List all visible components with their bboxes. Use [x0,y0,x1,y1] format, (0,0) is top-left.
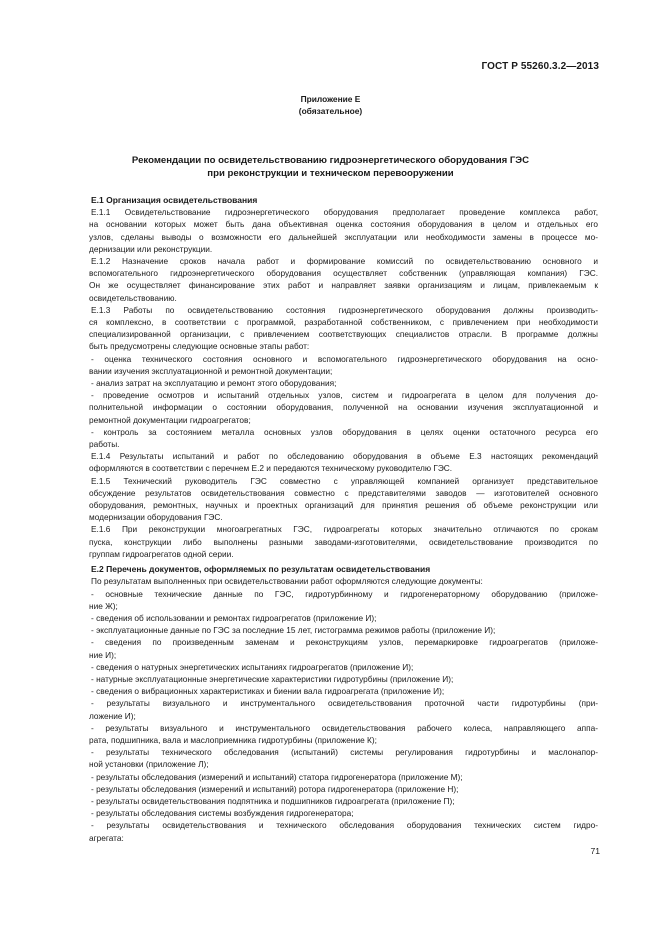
text-line: Е.1.6 При реконструкции многоагрегатных ГЭС, гидроагрегаты которых значительно отличаются по срокам [91,524,598,535]
annex-status: (обязательное) [298,106,363,116]
text-line: ной установки (приложение Л); [89,759,209,770]
standard-number: ГОСТ Р 55260.3.2—2013 [481,61,599,72]
text-line: вспомогательного гидроэнергетического оборудования осуществляет собственник (управляющая компания) ГЭС. [89,268,598,279]
text-line: вании изучения эксплуатационной и ремонтной документации; [89,365,333,376]
text-line: освидетельствованию. [89,292,177,303]
text-line: быть предусмотрены следующие основные этапы работ: [89,341,310,352]
text-line: оборудования, ремонтных, научных и проектных организаций для принятия решения об объеме реконструкции или [89,500,598,511]
document-title-line-2: при реконструкции и техническом перевооружении [207,168,454,179]
text-line: - основные технические данные по ГЭС, гидротурбинному и гидрогенераторному оборудованию (приложе- [91,588,598,599]
text-line: - сведения о вибрационных характеристиках и биении вала гидроагрегата (приложение И); [91,686,445,697]
text-line: - эксплуатационные данные по ГЭС за последние 15 лет, гистограмма режимов работы (приложение И); [91,625,496,636]
text-line: - результаты освидетельствования и технического обследования оборудования технических систем гидро- [91,820,598,831]
text-line: - результаты освидетельствования подпятника и подшипников гидроагрегата (приложение П); [91,795,455,806]
text-line: ние И); [89,649,117,660]
text-line: полнительной информации о состоянии оборудования, полученной на основании изучения эксплуатационной и [89,402,598,413]
page-number: 71 [590,846,600,856]
text-line: Он же осуществляет финансирование этих работ и направляет заявки организациям и лицам, привлекаемым к [89,280,598,291]
text-line: - оценка технического состояния основного и вспомогательного гидроэнергетического оборудования на осно- [91,353,598,364]
text-line: Е.1.1 Освидетельствование гидроэнергетического оборудования предполагает проведение комплекса работ, [91,207,598,218]
text-line: рата, подшипника, вала и маслоприемника гидротурбины (приложение К); [89,734,377,745]
section-heading-e1: Е.1 Организация освидетельствования [91,195,258,205]
text-line: Е.1.5 Технический руководитель ГЭС совместно с управляющей компанией организует представительное [91,475,598,486]
text-line: агрегата: [89,832,124,843]
text-line: - результаты обследования (измерений и испытаний) ротора гидрогенератора (приложение Н); [91,783,459,794]
text-line: - результаты визуального и инструментального освидетельствования рабочего колеса, направляющего аппа- [91,722,598,733]
document-body [89,194,598,844]
text-line: пуска, конструкции либо выполнены разными заводами-изготовителями, освидетельствование производится по [89,536,598,547]
text-line: Е.1.4 Результаты испытаний и работ по обследованию оборудования в объеме Е.3 настоящих рекомендаций [91,451,598,462]
text-line: оформляются в соответствии с перечнем Е.2 и передаются техническому руководителю ГЭС. [89,463,453,474]
text-line: ложение И); [89,710,136,721]
text-line: - результаты обследования системы возбуждения гидрогенератора; [91,808,354,819]
text-line: дернизации или реконструкции. [89,243,213,254]
document-title-line-1: Рекомендации по освидетельствованию гидроэнергетического оборудования ГЭС [131,155,530,166]
section-heading-e2: Е.2 Перечень документов, оформляемых по результатам освидетельствования [91,564,431,575]
text-line: - результаты обследования (измерений и испытаний) статора гидрогенератора (приложение М); [91,771,463,782]
annex-title: Приложение Е [300,94,361,104]
text-line: - сведения по произведенным заменам и реконструкциям узлов, перемаркировке гидроагрегатов (приложе- [91,637,598,648]
text-line: ся комплексно, в соответствии с программой, разработанной собственником, с привлечением при необходимости [89,317,598,328]
text-line: - проведение осмотров и испытаний отдельных узлов, систем и гидроагрегата в целом для получения до- [91,390,598,401]
text-line: ремонтной документации гидроагрегатов; [89,414,251,425]
text-line: узлов, сделаны выводы о возможности его дальнейшей эксплуатации или необходимости замены в процессе мо- [89,231,598,242]
text-line: - сведения о натурных энергетических испытаниях гидроагрегатов (приложение И); [91,661,414,672]
text-line: - натурные эксплуатационные энергетические характеристики гидротурбины (приложение И); [91,673,454,684]
text-line: - анализ затрат на эксплуатацию и ремонт этого оборудования; [91,378,337,389]
text-line: По результатам выполненных при освидетельствовании работ оформляются следующие документы: [91,576,483,587]
text-line: на основании которых может быть дана объективная оценка состояния оборудования в целом и отдельных его [89,219,598,230]
text-line: Е.1.2 Назначение сроков начала работ и формирование комиссий по освидетельствованию основного и [91,256,598,267]
text-line: ние Ж); [89,600,118,611]
text-line: специализированной организации, с привлечением соответствующих специалистов отрасли. В программе должны [89,329,598,340]
text-line: работы. [89,439,120,450]
section-e1-text [89,206,598,560]
text-line: Е.1.3 Работы по освидетельствованию состояния гидроэнергетического оборудования должны производить- [91,304,598,315]
text-line: - контроль за состоянием металла основных узлов оборудования в целях оценки остаточного ресурса его [91,426,598,437]
text-line: группам гидроагрегатов одной серии. [89,548,234,559]
text-line: - результаты технического обследования (испытаний) системы регулирования гидротурбины и маслонапор- [91,747,598,758]
text-line: обсуждение результатов освидетельствования совместно с представителями заводов — изготовителей основного [89,487,598,498]
text-line: - сведения об использовании и ремонтах гидроагрегатов (приложение И); [91,612,377,623]
section-e2-text [89,575,598,843]
text-line: - результаты визуального и инструментального освидетельствования проточной части гидротурбины (при- [91,698,598,709]
text-line: модернизации оборудования ГЭС. [89,512,223,523]
